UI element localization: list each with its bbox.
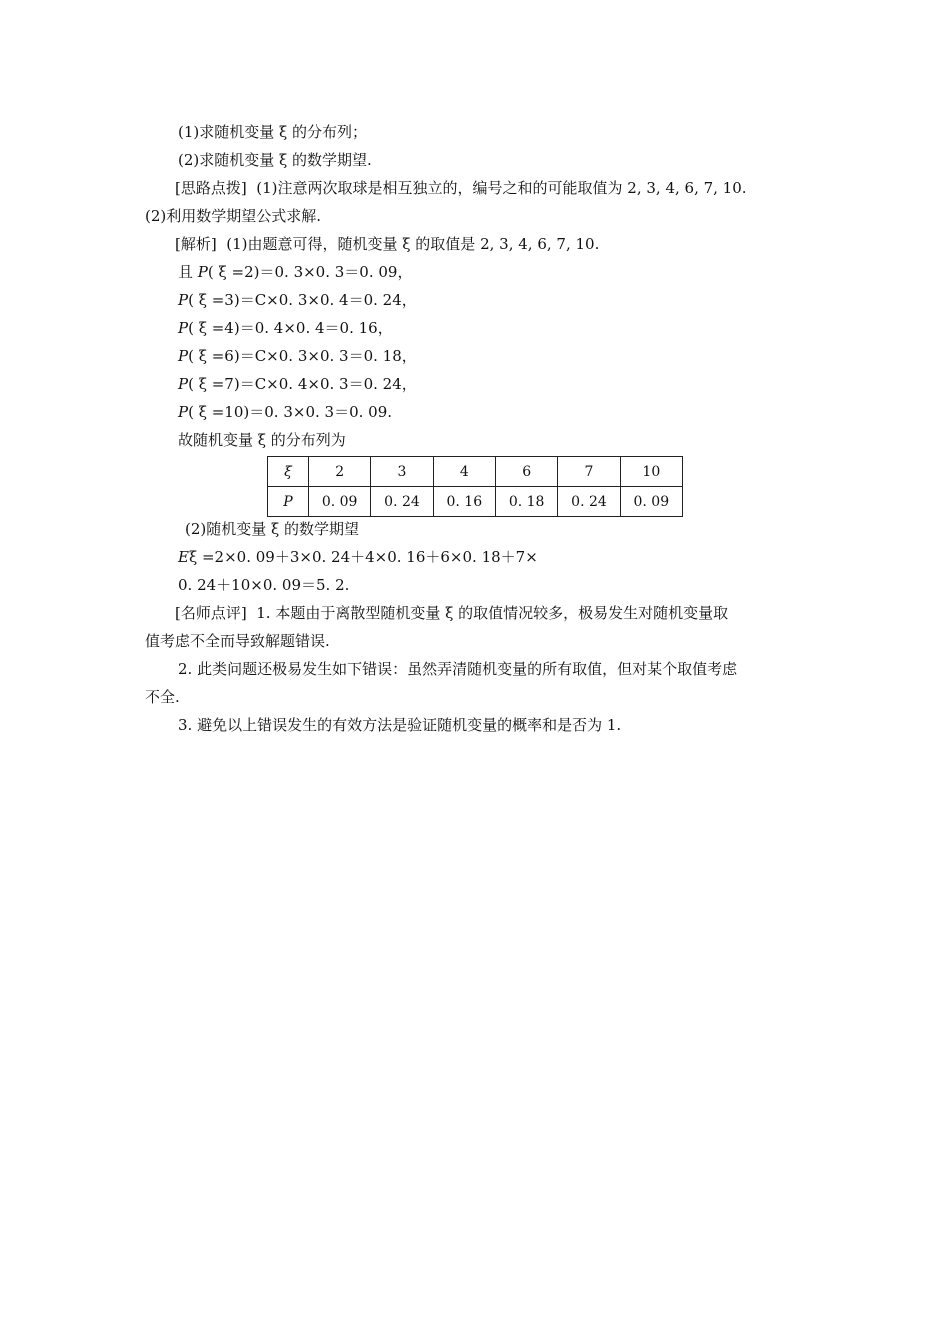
review-tag: [名师点评]: [175, 604, 247, 622]
table-cell: 0. 18: [495, 487, 557, 517]
table-header-cell: ξ: [268, 457, 309, 487]
prob-symbol: P: [178, 403, 189, 421]
table-cell: 7: [558, 457, 620, 487]
expectation-intro: (2)随机变量 ξ 的数学期望: [185, 520, 360, 538]
prob-expr: ( ξ =6)＝C×0. 3×0. 3＝0. 18，: [188, 347, 417, 365]
prob-symbol: P: [197, 263, 208, 281]
hint-tag: [思路点拨]: [175, 179, 247, 197]
distribution-table: [267, 456, 683, 517]
review-point-2: 2. 此类问题还极易发生如下错误：虽然弄清随机变量的所有取值，但对某个取值考虑: [178, 660, 738, 678]
review-point-2-cont: 不全.: [145, 688, 180, 706]
prob-symbol: P: [178, 319, 189, 337]
prob-expr: ( ξ =2)＝0. 3×0. 3＝0. 09，: [207, 263, 413, 281]
prob-line-2: [178, 262, 412, 282]
prob-symbol: P: [178, 347, 189, 365]
prob-line-7: [178, 374, 417, 394]
prob-expr: ( ξ =3)＝C×0. 3×0. 4＝0. 24，: [188, 291, 417, 309]
table-row: [268, 487, 683, 517]
table-cell: 0. 09: [309, 487, 371, 517]
review-paragraph: [175, 603, 728, 623]
prob-expr: ( ξ =10)＝0. 3×0. 3＝0. 09.: [188, 403, 393, 421]
prob-line-10: [178, 402, 392, 422]
prob-prefix: 且: [178, 263, 198, 281]
expectation-expr: ξ =2×0. 09＋3×0. 24＋4×0. 16＋6×0. 18＋7×: [188, 548, 538, 566]
table-cell: 4: [433, 457, 495, 487]
distribution-intro: 故随机变量 ξ 的分布列为: [178, 431, 346, 449]
prob-line-3: [178, 290, 417, 310]
prob-expr: ( ξ =4)＝0. 4×0. 4＝0. 16，: [188, 319, 393, 337]
table-row: [268, 457, 683, 487]
expectation-line-1: [178, 547, 538, 567]
hint-text: (1)注意两次取球是相互独立的，编号之和的可能取值为 2, 3, 4, 6, 7, 10.: [256, 179, 747, 197]
solution-paragraph: [175, 234, 599, 254]
table-cell: 10: [620, 457, 682, 487]
prob-symbol: P: [178, 375, 189, 393]
table-cell: 6: [495, 457, 557, 487]
table-cell: 0. 24: [371, 487, 433, 517]
question-1: (1)求随机变量 ξ 的分布列；: [178, 123, 368, 141]
prob-symbol: P: [178, 291, 189, 309]
table-header-cell: P: [268, 487, 309, 517]
hint-continuation: (2)利用数学期望公式求解.: [145, 207, 322, 225]
table-cell: 0. 16: [433, 487, 495, 517]
table-cell: 0. 24: [558, 487, 620, 517]
hint-paragraph: [175, 178, 747, 198]
table-cell: 3: [371, 457, 433, 487]
expectation-line-2: 0. 24＋10×0. 09＝5. 2.: [178, 576, 350, 594]
prob-line-4: [178, 318, 393, 338]
review-point-1-cont: 值考虑不全而导致解题错误.: [145, 632, 330, 650]
expectation-symbol: E: [178, 548, 189, 566]
review-point-3: 3. 避免以上错误发生的有效方法是验证随机变量的概率和是否为 1.: [178, 716, 622, 734]
solution-tag: [解析]: [175, 235, 217, 253]
question-2: (2)求随机变量 ξ 的数学期望.: [178, 151, 372, 169]
prob-line-6: [178, 346, 417, 366]
solution-text: (1)由题意可得，随机变量 ξ 的取值是 2, 3, 4, 6, 7, 10.: [226, 235, 600, 253]
prob-expr: ( ξ =7)＝C×0. 4×0. 3＝0. 24，: [188, 375, 417, 393]
review-point-1: 1. 本题由于离散型随机变量 ξ 的取值情况较多，极易发生对随机变量取: [256, 604, 729, 622]
table-cell: 0. 09: [620, 487, 682, 517]
table-cell: 2: [309, 457, 371, 487]
